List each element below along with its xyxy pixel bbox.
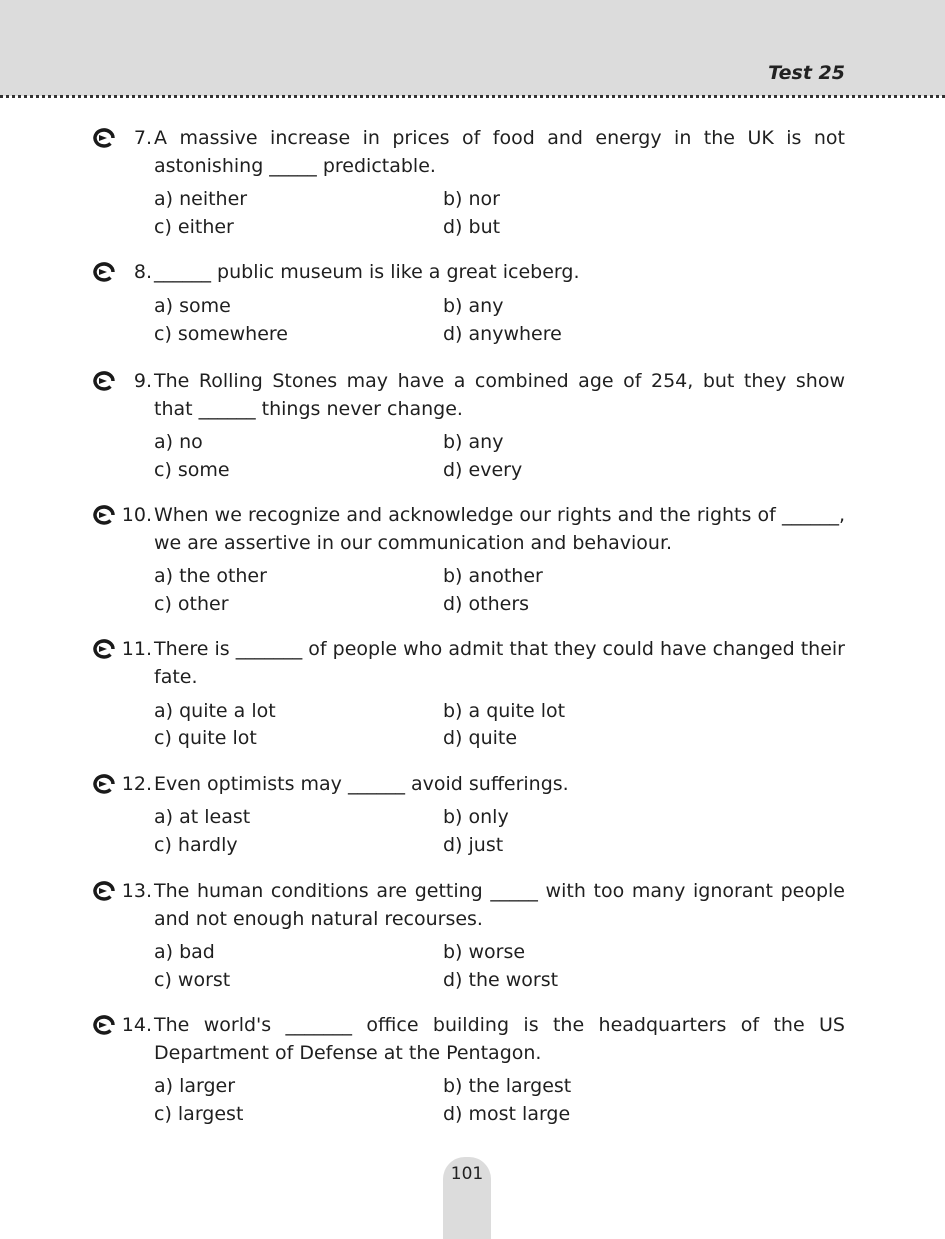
arrow-right-circle-icon <box>91 262 115 282</box>
question-number: 12. <box>121 773 152 795</box>
question-number: 7. <box>133 127 152 149</box>
arrow-right-circle-icon <box>91 505 115 525</box>
question-text: A massive increase in prices of food and energy in the UK is not astonishing _____ predictable. <box>154 127 845 177</box>
option-d[interactable]: d) anywhere <box>443 323 562 345</box>
question-text: There is _______ of people who admit that they could have changed their fate. <box>154 638 845 688</box>
option-d[interactable]: d) but <box>443 216 501 238</box>
option-a[interactable]: a) larger <box>154 1075 236 1097</box>
page-number: 101 <box>450 1164 484 1184</box>
arrow-right-circle-icon <box>91 639 115 659</box>
option-c[interactable]: c) largest <box>154 1103 244 1125</box>
option-c[interactable]: c) quite lot <box>154 727 257 749</box>
option-d[interactable]: d) quite <box>443 727 518 749</box>
question-text: ______ public museum is like a great iceberg. <box>154 261 580 283</box>
question-text: The Rolling Stones may have a combined age of 254, but they show that ______ things never change. <box>154 370 845 420</box>
option-b[interactable]: b) another <box>443 565 543 587</box>
question-number: 10. <box>121 504 152 526</box>
option-a[interactable]: a) some <box>154 295 231 317</box>
option-d[interactable]: d) just <box>443 834 504 856</box>
option-a[interactable]: a) no <box>154 431 203 453</box>
option-c[interactable]: c) other <box>154 593 229 615</box>
header-divider <box>0 95 945 98</box>
option-a[interactable]: a) quite a lot <box>154 700 276 722</box>
option-a[interactable]: a) the other <box>154 565 267 587</box>
option-b[interactable]: b) only <box>443 806 509 828</box>
question-number: 8. <box>133 261 152 283</box>
option-a[interactable]: a) neither <box>154 188 248 210</box>
option-a[interactable]: a) bad <box>154 941 215 963</box>
option-d[interactable]: d) others <box>443 593 530 615</box>
arrow-right-circle-icon <box>91 774 115 794</box>
option-a[interactable]: a) at least <box>154 806 251 828</box>
option-c[interactable]: c) some <box>154 459 230 481</box>
option-d[interactable]: d) most large <box>443 1103 571 1125</box>
question-text: The world's _______ office building is the headquarters of the US Department of Defense at the Pentagon. <box>154 1014 845 1064</box>
option-b[interactable]: b) the largest <box>443 1075 572 1097</box>
arrow-right-circle-icon <box>91 881 115 901</box>
option-b[interactable]: b) any <box>443 295 504 317</box>
question-text: Even optimists may ______ avoid sufferings. <box>154 773 569 795</box>
question-text: The human conditions are getting _____ with too many ignorant people and not enough natural recourses. <box>154 880 845 930</box>
option-b[interactable]: b) a quite lot <box>443 700 566 722</box>
arrow-right-circle-icon <box>91 128 115 148</box>
option-c[interactable]: c) either <box>154 216 234 238</box>
option-c[interactable]: c) somewhere <box>154 323 288 345</box>
test-title: Test 25 <box>768 62 845 84</box>
question-number: 9. <box>133 370 152 392</box>
question-number: 11. <box>121 638 152 660</box>
question-number: 13. <box>121 880 152 902</box>
option-d[interactable]: d) the worst <box>443 969 559 991</box>
option-b[interactable]: b) any <box>443 431 504 453</box>
arrow-right-circle-icon <box>91 371 115 391</box>
arrow-right-circle-icon <box>91 1015 115 1035</box>
option-d[interactable]: d) every <box>443 459 523 481</box>
option-b[interactable]: b) nor <box>443 188 500 210</box>
option-b[interactable]: b) worse <box>443 941 526 963</box>
question-text: When we recognize and acknowledge our rights and the rights of ______, we are assertive in our communication and behaviour. <box>154 504 845 554</box>
question-number: 14. <box>121 1014 152 1036</box>
option-c[interactable]: c) hardly <box>154 834 238 856</box>
option-c[interactable]: c) worst <box>154 969 231 991</box>
